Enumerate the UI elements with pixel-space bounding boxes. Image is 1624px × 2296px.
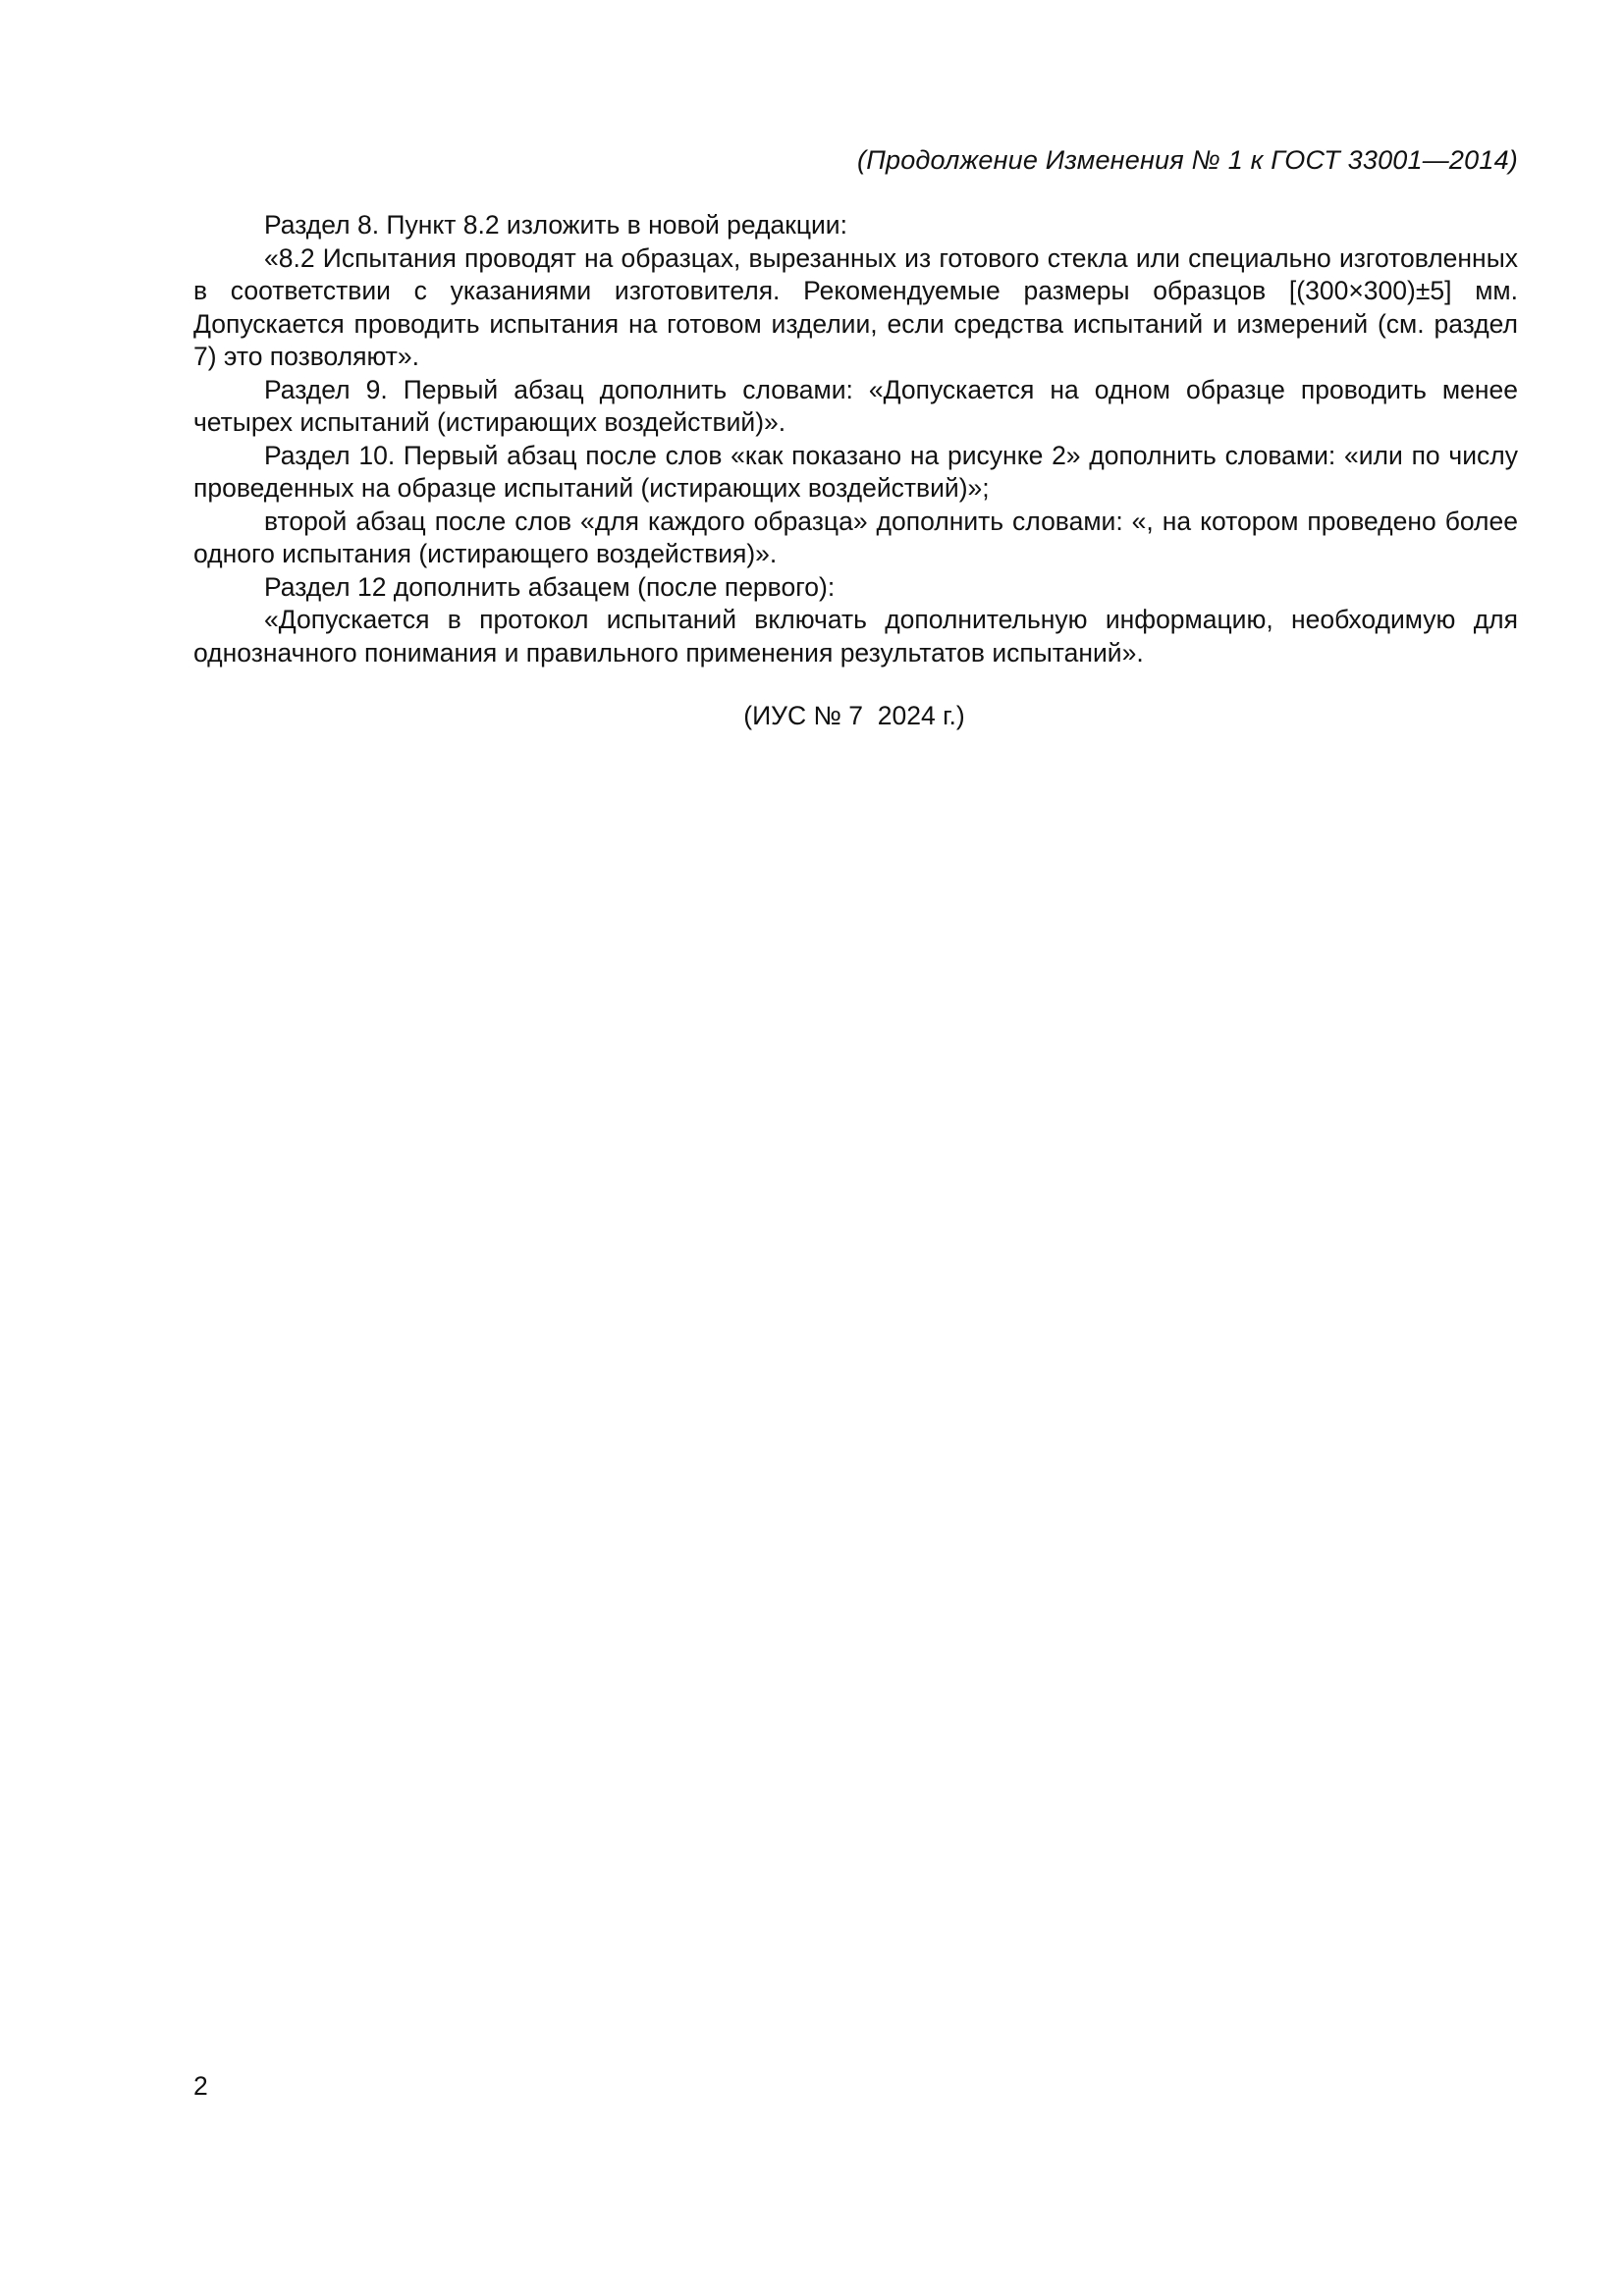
paragraph-section-12: Раздел 12 дополнить абзацем (после первого): — [264, 571, 836, 602]
paragraph-section-9: Раздел 9. Первый абзац дополнить словами: «Допускается на одном образце проводить менее четырех испытаний (истирающих воздействий)». — [193, 374, 1518, 437]
paragraph-section-12-added: «Допускается в протокол испытаний включать дополнительную информацию, необходимую для однозначного понимания и правильного применения результатов испытаний». — [193, 605, 1518, 667]
running-header: (Продолжение Изменения № 1 к ГОСТ 33001—2014) — [857, 145, 1518, 175]
paragraph-section-10-second: второй абзац после слов «для каждого образца» дополнить словами: «, на котором проведено более одного испытания (истирающего воздействия)». — [193, 506, 1518, 568]
ius-reference: (ИУС № 7 2024 г.) — [743, 701, 965, 730]
amendment-text — [193, 209, 1518, 669]
page-number: 2 — [193, 2071, 208, 2101]
paragraph-section-10: Раздел 10. Первый абзац после слов «как показано на рисунке 2» дополнить словами: «или по числу проведенных на образце испытаний (истирающих воздействий)»; — [193, 440, 1518, 503]
paragraph-clause-8-2: «8.2 Испытания проводят на образцах, вырезанных из готового стекла или специально изготовленных в соответствии с указаниями изготовителя. Рекомендуемые размеры образцов [(300×300)±5] мм. Допускается проводить испытания на готовом изделии, если средства испытаний и измерений (см. раздел 7) это позволяют». — [193, 242, 1518, 371]
paragraph-section-8: Раздел 8. Пункт 8.2 изложить в новой редакции: — [264, 210, 847, 240]
